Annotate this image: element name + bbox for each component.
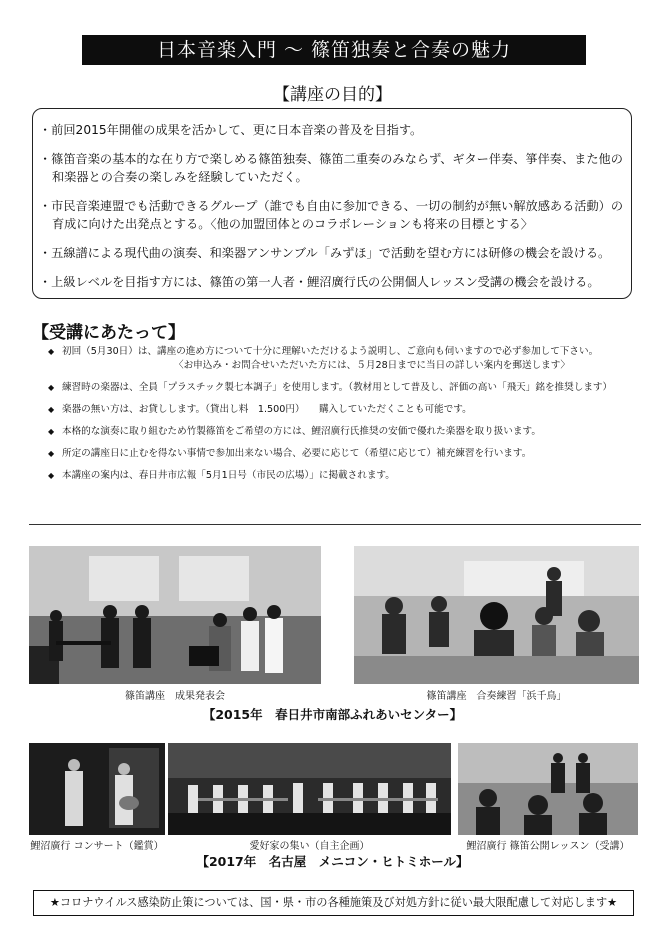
purpose-box	[32, 108, 632, 299]
purpose-item	[39, 121, 621, 139]
photo-recital-2015	[29, 546, 321, 684]
purpose-heading: 【講座の目的】	[273, 85, 392, 105]
note-item	[48, 469, 648, 483]
note-item	[48, 447, 648, 461]
purpose-item-line: ・前回2015年開催の成果を活かして、更に日本音楽の普及を目指す。	[39, 123, 423, 137]
photo-caption: 篠笛講座 成果発表会	[125, 691, 225, 702]
diamond-bullet-icon: ◆	[48, 383, 55, 392]
covid-notice: ★コロナウイルス感染防止策については、国・県・市の各種施策及び対処方針に従い最大限配慮して対応します★	[33, 890, 634, 916]
note-subtext: 〈お申込み・お問合せいただいた方には、５月28日までに当日の詳しい案内を郵送します〉	[174, 360, 570, 371]
diamond-bullet-icon: ◆	[48, 449, 55, 458]
note-text: 練習時の楽器は、全員「プラスチック製七本調子」を使用します。（教材用として普及し、評価の高い「飛天」銘を推奨します）	[62, 382, 613, 393]
photo-practice-2015	[354, 546, 639, 684]
purpose-item-line: 育成に向けた出発点とする。〈他の加盟団体とのコラボレーションも将来の目標とする〉	[52, 217, 533, 231]
diamond-bullet-icon: ◆	[48, 347, 55, 356]
note-text: 初回（5月30日）は、講座の進め方について十分に理解いただけるよう説明し、ご意向も伺いますので必ず参加して下さい。	[62, 346, 599, 357]
note-text: 楽器の無い方は、お貸しします。（貸出し料 1.500円） 購入していただくことも可能です。	[62, 404, 472, 415]
purpose-item-line: ・市民音楽連盟でも活動できるグループ（誰でも自由に参加できる、一切の制約が無い解放感ある活動）の	[39, 199, 624, 213]
purpose-item-line: 和楽器との合奏の楽しみを経験していただく。	[52, 170, 308, 184]
section-divider	[29, 524, 641, 525]
note-text: 所定の講座日に止むを得ない事情で参加出来ない場合、必要に応じて（希望に応じて）補充練習を行います。	[62, 448, 532, 459]
notes-list	[48, 345, 648, 491]
purpose-item-line: ・五線譜による現代曲の演奏、和楽器アンサンブル「みずほ」で活動を望む方には研修の機会を設ける。	[39, 246, 611, 260]
note-item	[48, 403, 648, 417]
page-title: 日本音楽入門 ～ 篠笛独奏と合奏の魅力	[82, 35, 586, 65]
note-item	[48, 425, 648, 439]
purpose-item	[39, 273, 621, 291]
purpose-item	[39, 150, 621, 186]
photo-concert-2017	[29, 743, 165, 835]
note-item	[48, 381, 648, 395]
purpose-item	[39, 197, 624, 233]
venue-label-2017: 【2017年 名古屋 メニコン・ヒトミホール】	[196, 854, 469, 869]
note-text: 本講座の案内は、春日井市広報「5月1日号（市民の広場）」に掲載されます。	[62, 470, 395, 481]
photo-caption: 鯉沼廣行 コンサート（鑑賞）	[30, 841, 164, 852]
diamond-bullet-icon: ◆	[48, 405, 55, 414]
photo-caption: 篠笛講座 合奏練習「浜千鳥」	[426, 691, 567, 702]
notes-heading: 【受講にあたって】	[32, 323, 185, 343]
purpose-item-line: ・上級レベルを目指す方には、篠笛の第一人者・鯉沼廣行氏の公開個人レッスン受講の機会を設ける。	[39, 275, 600, 289]
photo-caption: 鯉沼廣行 篠笛公開レッスン（受講）	[466, 841, 630, 852]
note-text: 本格的な演奏に取り組むため竹製篠笛をご希望の方には、鯉沼廣行氏推奨の安価で優れた楽器を取り扱います。	[62, 426, 541, 437]
photo-caption: 愛好家の集い（自主企画）	[249, 841, 370, 852]
diamond-bullet-icon: ◆	[48, 471, 55, 480]
note-item	[48, 345, 648, 373]
photo-gathering-2017	[168, 743, 451, 835]
photo-lesson-2017	[458, 743, 638, 835]
purpose-item	[39, 244, 621, 262]
diamond-bullet-icon: ◆	[48, 427, 55, 436]
venue-label-2015: 【2015年 春日井市南部ふれあいセンター】	[202, 707, 463, 722]
purpose-item-line: ・篠笛音楽の基本的な在り方で楽しめる篠笛独奏、篠笛二重奏のみならず、ギター伴奏、箏伴奏、また他の	[39, 152, 623, 166]
